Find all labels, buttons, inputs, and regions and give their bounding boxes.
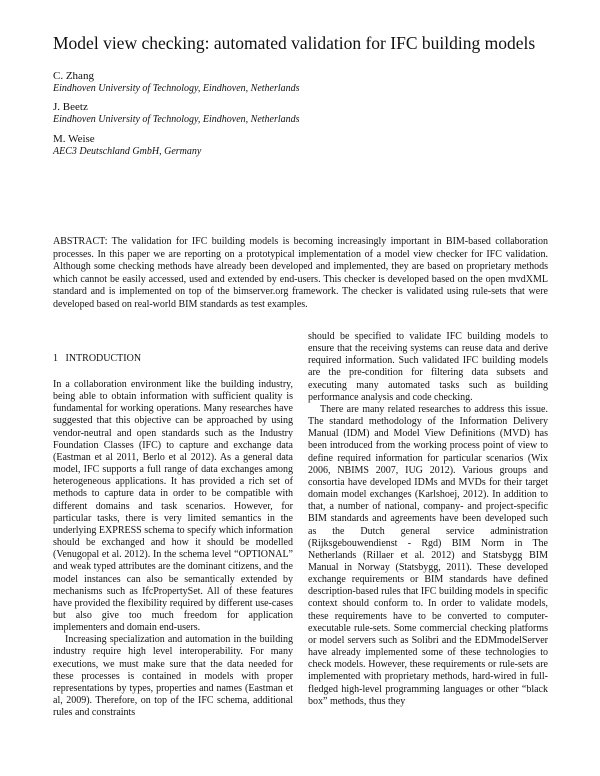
author-name: C. Zhang [53, 70, 94, 82]
section-title: INTRODUCTION [65, 353, 142, 364]
paragraph: There are many related researches to address this issue. The standard methodology of the Information Delivery Manual (IDM) and Model View Definitions (MVD) has been introduced from the working process point of view to define required information for particular scenarios (Wix 2006, NBIMS 2007, IUG 2012). Various groups and consortia have developed IDMs and MVDs for their target domain model exchanges (Karlshoej, 2012). In addition to that, a number of national, company- and project-specific BIM standards and agreements have been developed such as the Dutch general service administration (Rijksgebouwendienst - Rgd) BIM Norm in The Netherlands (Rillaer et al. 2012) and Statsbygg BIM Manual in Norway (Statsbygg, 2011). These developed exchange requirements or BIM standards have defined description-based rules that IFC building models in specific context should conform to. In order to validate models, these requirements have to be converted to computer-executable rule-sets. Some commercial checking platforms or model servers such as Solibri and the EDMmodelServer have already implemented some of these technologies to check models. However, these requirements or rule-sets are implemented with proprietary methods, hard-wired in full-fledged high-level programming languages or other “black box” methods, thus they [308, 403, 548, 707]
author-name: J. Beetz [53, 101, 88, 113]
paper-title: Model view checking: automated validation for IFC building models [53, 33, 536, 53]
section-heading [53, 353, 141, 365]
author-affiliation: AEC3 Deutschland GmbH, Germany [53, 146, 202, 157]
author-affiliation: Eindhoven University of Technology, Eindhoven, Netherlands [53, 114, 300, 125]
section-number: 1 [53, 353, 58, 364]
paragraph: should be specified to validate IFC building models to ensure that the receiving systems can reuse data and derive required information. Such validated IFC building models are the pre-condition for filtering data subsets and executing many automated tasks such as building performance analysis and code checking. [308, 331, 548, 403]
paragraph: In a collaboration environment like the building industry, being able to obtain information with sufficient quality is fundamental for working operations. Many researches have suggested that this objective can be approached by using vendor-neutral and open standards such as the Industry Foundation Classes (IFC) to capture and exchange data (Eastman et al 2011, Berlo et al 2012). As a general data model, IFC supports a full range of data exchanges among heterogeneous applications. It has provided a rich set of methods to capture data in order to be compatible with different domains and task scenarios. However, for particular tasks, there is very limited semantics in the underlying EXPRESS schema to specify which information should be exchanged and how it should be modelled (Venugopal et al. 2012). In the schema level “OPTIONAL” and weak typed attributes are the dominant citizens, and the model instances can also be semantically extended by mechanisms such as IfcPropertySet. All of these features have provided the flexibility required by different use-cases but also give too much freedom for application implementers and domain end-users. [53, 379, 293, 634]
author-affiliation: Eindhoven University of Technology, Eindhoven, Netherlands [53, 83, 300, 94]
author-name: M. Weise [53, 133, 95, 145]
left-column [53, 379, 293, 719]
right-column [308, 331, 548, 708]
paragraph: Increasing specialization and automation in the building industry require high level interoperability. For many executions, we must make sure that the data needed for these processes is contained in models with proper representations by types, properties and names (Eastman et al, 2009). Therefore, on top of the IFC schema, additional rules and constraints [53, 634, 293, 719]
abstract: ABSTRACT: The validation for IFC building models is becoming increasingly important in BIM-based collaboration processes. In this paper we are reporting on a prototypical implementation of a model view checker for IFC validation. Although some checking methods have already been developed and implemented, they are based on proprietary methods which cannot be easily accessed, used and extended by end-users. This checker is developed based on the open mvdXML standard and is implemented on top of the bimserver.org framework. The checker is validated using rule-sets that were developed based on real-world BIM standards as test examples. [53, 236, 548, 310]
